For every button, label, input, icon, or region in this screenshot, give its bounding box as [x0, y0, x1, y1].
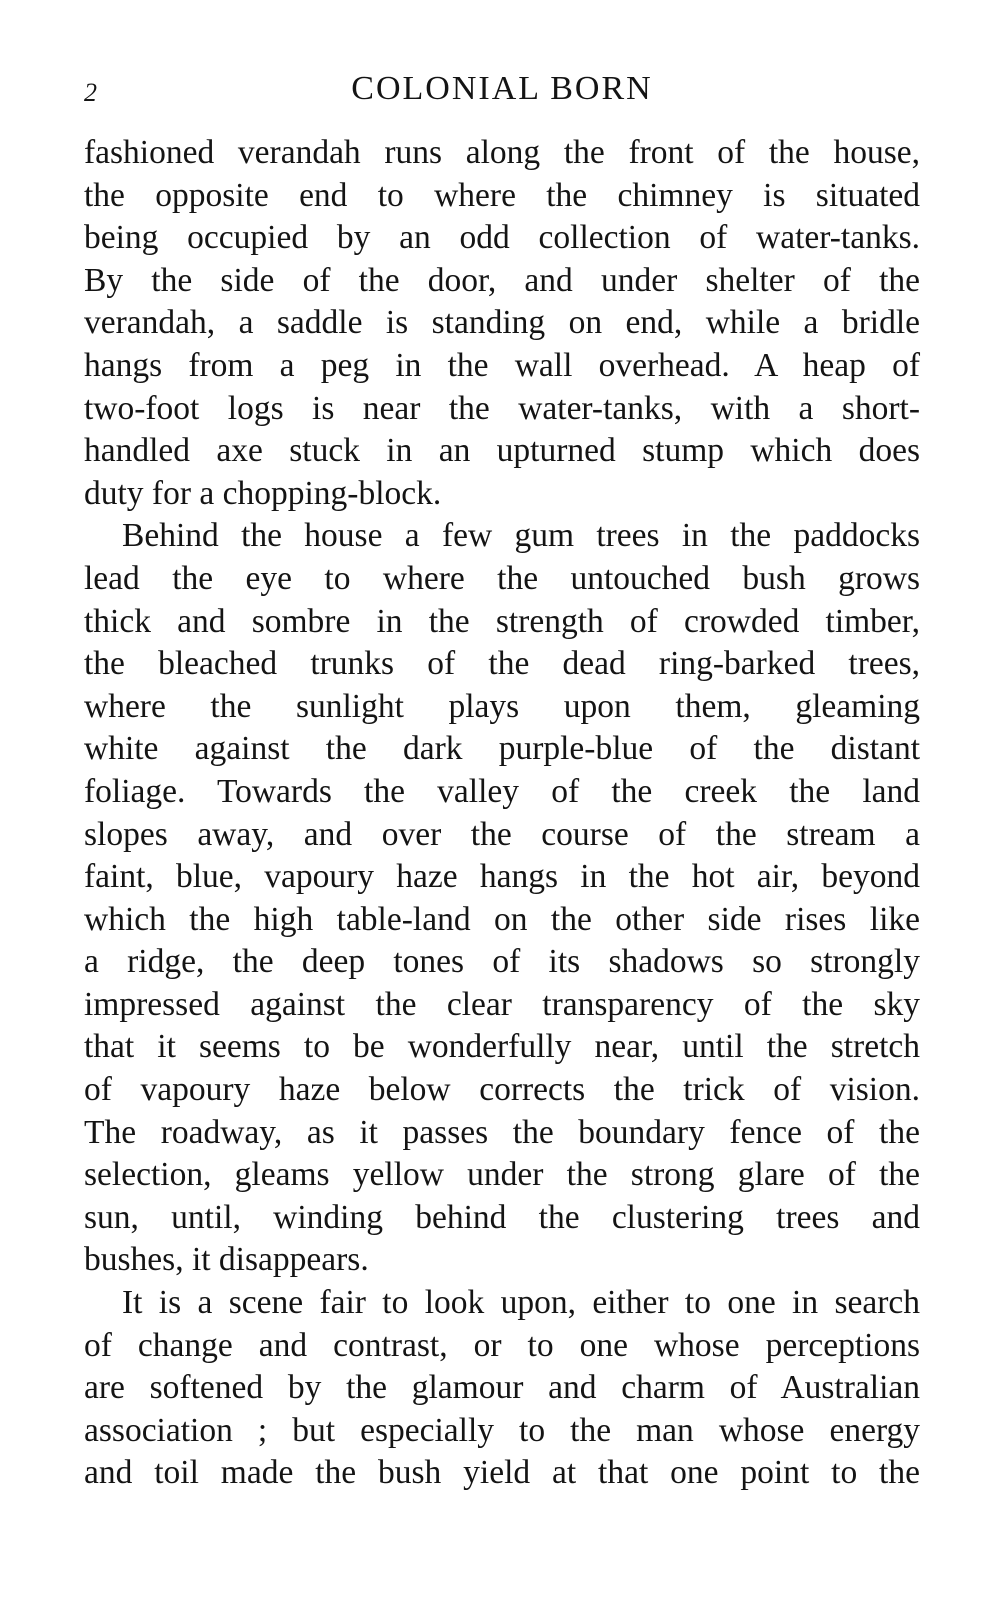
- text-line: foliage. Towards the valley of the creek the land: [84, 772, 920, 810]
- page-header: [84, 70, 920, 114]
- text-line: the bleached trunks of the dead ring-barked trees,: [84, 645, 920, 683]
- text-line: a ridge, the deep tones of its shadows so strongly: [84, 943, 920, 981]
- text-line: are softened by the glamour and charm of Australian: [84, 1369, 920, 1407]
- text-line: of change and contrast, or to one whose perceptions: [84, 1326, 920, 1364]
- text-line: of vapoury haze below corrects the trick of vision.: [84, 1071, 920, 1109]
- text-line: thick and sombre in the strength of crowded timber,: [84, 602, 920, 640]
- text-line: sun, until, winding behind the clustering trees and: [84, 1198, 920, 1236]
- text-line: where the sunlight plays upon them, gleaming: [84, 687, 920, 725]
- paragraph: [84, 1282, 920, 1495]
- text-line: duty for a chopping-block.: [84, 474, 442, 512]
- text-line: By the side of the door, and under shelter of the: [84, 261, 920, 299]
- text-line: and toil made the bush yield at that one point to the: [84, 1454, 920, 1492]
- text-line: faint, blue, vapoury haze hangs in the hot air, beyond: [84, 858, 920, 896]
- paragraph: [84, 515, 920, 1282]
- body-text: [84, 132, 920, 1495]
- running-head: COLONIAL BORN: [351, 70, 653, 107]
- text-line: selection, gleams yellow under the strong glare of the: [84, 1156, 920, 1194]
- text-line: bushes, it disappears.: [84, 1241, 369, 1279]
- page-number: 2: [84, 78, 97, 107]
- text-line: association ; but especially to the man whose energy: [84, 1411, 920, 1449]
- text-line: slopes away, and over the course of the stream a: [84, 815, 920, 853]
- text-line: lead the eye to where the untouched bush grows: [84, 559, 920, 597]
- text-line: impressed against the clear transparency of the sky: [84, 985, 920, 1023]
- text-line: hangs from a peg in the wall overhead. A heap of: [84, 346, 920, 384]
- text-line: handled axe stuck in an upturned stump which does: [84, 432, 920, 470]
- text-line: being occupied by an odd collection of water-tanks.: [84, 219, 920, 257]
- text-line: that it seems to be wonderfully near, until the stretch: [84, 1028, 920, 1066]
- paragraph: [84, 132, 920, 515]
- text-line: verandah, a saddle is standing on end, while a bridle: [84, 304, 920, 342]
- text-line: The roadway, as it passes the boundary fence of the: [84, 1113, 920, 1151]
- text-line: two-foot logs is near the water-tanks, with a short-: [84, 389, 920, 427]
- text-line: the opposite end to where the chimney is situated: [84, 176, 920, 214]
- text-line: which the high table-land on the other side rises like: [84, 900, 920, 938]
- text-line: fashioned verandah runs along the front of the house,: [84, 134, 920, 171]
- text-line: Behind the house a few gum trees in the paddocks: [122, 517, 920, 555]
- text-line: white against the dark purple-blue of the distant: [84, 730, 920, 768]
- text-line: It is a scene fair to look upon, either to one in search: [122, 1284, 920, 1322]
